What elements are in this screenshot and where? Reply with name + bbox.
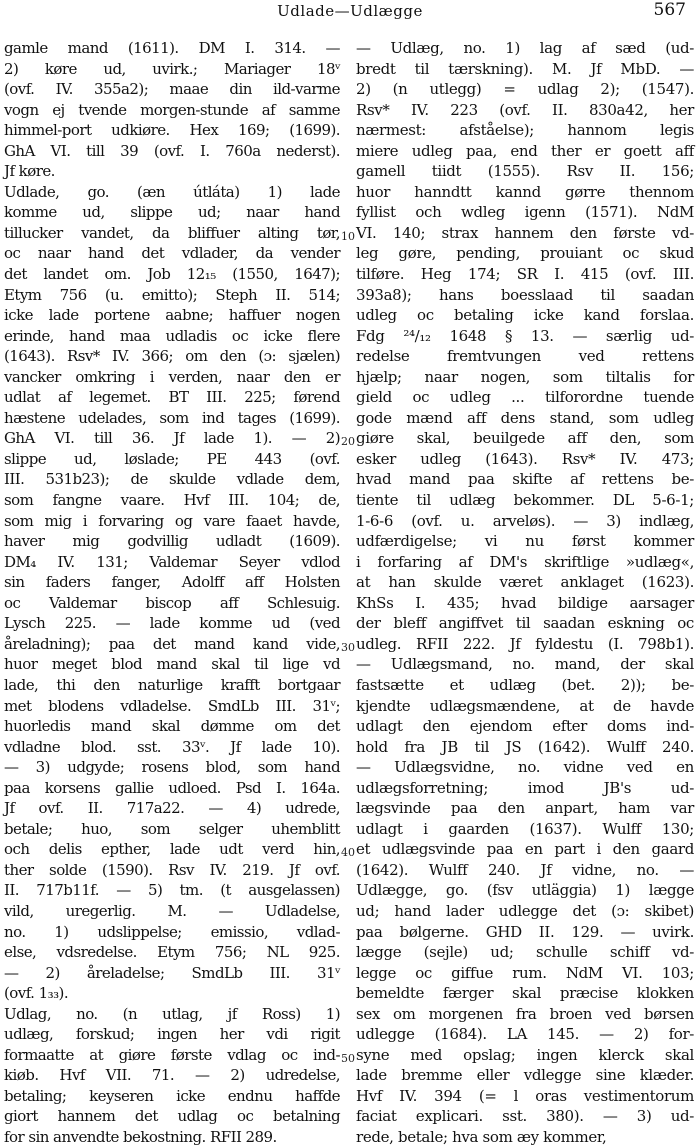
text-line: udleg. RFII 222. Jf fyldestu (I. 798b1). — [356, 634, 694, 653]
right-column — [356, 38, 694, 1146]
text-line: paa korsens gallie udloed. Psd I. 164a. — [4, 778, 340, 797]
text-line: rede, betale; hva som æy kommer, — [356, 1127, 607, 1146]
text-line: leg gøre, pending, prouiant oc skud — [356, 244, 694, 263]
text-line: lægge (sejle) ud; schulle schiff vd- — [356, 943, 694, 962]
text-line: åreladning); paa det mand kand vide, — [4, 634, 340, 653]
text-line: giort hannem det udlag oc betalning — [4, 1107, 340, 1126]
text-line: vild, uregerlig. M. — Udladelse, — [4, 901, 340, 920]
text-line: paa bølgerne. GHD II. 129. — uvirk. — [356, 922, 694, 941]
text-line: gamle mand (1611). DM I. 314. — — [4, 39, 340, 57]
page-number: 567 — [653, 0, 686, 20]
text-line: 2) (n utlegg) = udlag 2); (1547). — [356, 80, 694, 99]
line-number-20: 20 — [341, 435, 355, 448]
text-line: udlagt den ejendom efter doms ind- — [356, 717, 694, 736]
text-line: bredt til tærskning). M. Jf MbD. — — [356, 59, 694, 78]
text-line: och delis epther, lade udt verd hin, — [4, 840, 340, 859]
text-line: vogn ej tvende morgen-stunde af samme — [4, 100, 340, 119]
text-line: som fangne vaare. Hvf III. 104; de, — [4, 491, 340, 510]
text-line: sin faders fanger, Adolff aff Holsten — [4, 573, 340, 592]
text-line: gield oc udleg ... tilforordne tuende — [356, 388, 694, 407]
text-line: huor hanndtt kannd gørre thennom — [356, 182, 694, 201]
text-line: fastsætte et udlæg (bet. 2)); be- — [356, 675, 694, 694]
text-line: hjælp; naar nogen, som tiltalis for — [356, 367, 694, 386]
text-line: huor meget blod mand skal til lige vd — [4, 655, 340, 674]
text-line: KhSs I. 435; hvad bildige aarsager — [356, 593, 694, 612]
text-line: gode mænd aff dens stand, som udleg — [356, 408, 694, 427]
text-line: Rsv* IV. 223 (ovf. II. 830a42, her — [356, 100, 694, 119]
text-line: erinde, hand maa udladis oc icke flere — [4, 326, 340, 345]
line-number-10: 10 — [341, 230, 355, 243]
text-line: — Udlægsmand, no. mand, der skal — [356, 655, 694, 674]
text-line: — 3) udgyde; rosens blod, som hand — [4, 758, 340, 777]
text-line: Jf ovf. II. 717a22. — 4) udrede, — [4, 799, 340, 818]
text-line: sex om morgenen fra broen ved børsen — [356, 1004, 694, 1023]
text-line: som mig i forvaring og vare faaet havde, — [4, 511, 340, 530]
text-line: bemeldte færger skal præcise klokken — [356, 984, 694, 1003]
text-line: tillucker vandet, da bliffuer alting tør, — [4, 223, 340, 242]
text-line: Udlade, go. (æn útláta) 1) lade — [4, 182, 340, 201]
text-line: Hvf IV. 394 (= l oras vestimentorum — [356, 1086, 694, 1105]
text-line: for sin anvendte bekostning. RFII 289. — [4, 1127, 277, 1146]
text-line: III. 531b23); de skulde vdlade dem, — [4, 470, 340, 489]
text-line: komme ud, slippe ud; naar hand — [4, 203, 340, 222]
text-line: at han skulde været anklaget (1623). — [356, 573, 694, 592]
text-line: miere udleg paa, end ther er goett aff — [356, 141, 694, 160]
text-line: betale; huo, som selger uhemblitt — [4, 819, 340, 838]
text-line: i forfaring af DM's skriftlige »udlæg«, — [356, 552, 694, 571]
text-line: hvad mand paa skifte af rettens be- — [356, 470, 694, 489]
text-line: giøre skal, beuilgede aff den, som — [356, 429, 694, 448]
text-line: lægsvinde paa den anpart, ham var — [356, 799, 694, 818]
text-line: Fdg ²⁴/₁₂ 1648 § 13. — særlig ud- — [356, 326, 694, 345]
text-line: tiente til udlæg bekommer. DL 5-6-1; — [356, 491, 694, 510]
text-line: esker udleg (1643). Rsv* IV. 473; — [356, 449, 694, 468]
text-line: no. 1) udslippelse; emissio, vdlad- — [4, 922, 340, 941]
text-line: (ovf. 1₃₃). — [4, 984, 69, 1003]
text-line: et udlægsvinde paa en part i den gaard — [356, 840, 694, 859]
text-line: det landet om. Job 12₁₅ (1550, 1647); — [4, 265, 340, 284]
text-line: udlegge (1684). LA 145. — 2) for- — [356, 1025, 694, 1044]
text-line: lade bremme eller vdlegge sine klæder. — [356, 1066, 694, 1085]
text-line: faciat explicari. sst. 380). — 3) ud- — [356, 1107, 694, 1126]
line-number-30: 30 — [341, 641, 355, 654]
text-line: ud; hand lader udlegge det (ɔ: skibet) — [356, 901, 694, 920]
text-line: udleg oc betaling icke kand forslaa. — [356, 306, 694, 325]
text-line: icke lade portene aabne; haffuer nogen — [4, 306, 340, 325]
text-line: — Udlæg, no. 1) lag af sæd (ud- — [356, 39, 694, 57]
text-line: 2) køre ud, uvirk.; Mariager 18ᵛ — [4, 59, 340, 78]
running-head: Udlade—Udlægge — [277, 2, 423, 20]
text-line: Jf køre. — [4, 162, 55, 181]
line-number-40: 40 — [341, 846, 355, 859]
text-line: tilføre. Heg 174; SR I. 415 (ovf. III. — [356, 265, 694, 284]
text-line: (ovf. IV. 355a2); maae din ild-varme — [4, 80, 340, 99]
page-header — [0, 0, 700, 24]
text-line: GhA VI. till 39 (ovf. I. 760a nederst). — [4, 141, 340, 160]
line-number-50: 50 — [341, 1052, 355, 1065]
text-line: — Udlægsvidne, no. vidne ved en — [356, 758, 694, 777]
text-line: else, vdsredelse. Etym 756; NL 925. — [4, 943, 340, 962]
text-line: II. 717b11f. — 5) tm. (t ausgelassen) — [4, 881, 340, 900]
text-line: kiøb. Hvf VII. 71. — 2) udredelse, — [4, 1066, 340, 1085]
text-line: gamell tiidt (1555). Rsv II. 156; — [356, 162, 694, 181]
text-line: met blodens vdladelse. SmdLb III. 31ᵛ; — [4, 696, 340, 715]
text-line: huorledis mand skal dømme om det — [4, 717, 340, 736]
text-line: udlagt i gaarden (1637). Wulff 130; — [356, 819, 694, 838]
text-line: Lysch 225. — lade komme ud (ved — [4, 614, 340, 633]
text-line: 393a8); hans boesslaad til saadan — [356, 285, 694, 304]
text-line: (1642). Wulff 240. Jf vidne, no. — — [356, 860, 694, 879]
text-line: oc naar hand det vdlader, da vender — [4, 244, 340, 263]
text-line: DM₄ IV. 131; Valdemar Seyer vdlod — [4, 552, 340, 571]
text-line: Udlægge, go. (fsv utläggia) 1) lægge — [356, 881, 694, 900]
text-line: himmel-port udkiøre. Hex 169; (1699). — [4, 121, 340, 140]
text-line: oc Valdemar biscop aff Schlesuig. — [4, 593, 340, 612]
text-line: — 2) åreladelse; SmdLb III. 31ᵛ — [4, 963, 340, 982]
left-column — [4, 38, 340, 1146]
text-line: der bleff angiffvet til saadan eskning oc — [356, 614, 694, 633]
text-line: hæstene udelades, som ind tages (1699). — [4, 408, 340, 427]
text-line: syne med opslag; ingen klerck skal — [356, 1045, 694, 1064]
text-line: udfærdigelse; vi nu først kommer — [356, 532, 694, 551]
text-line: legge oc giffue rum. NdM VI. 103; — [356, 963, 694, 982]
text-line: udlat af legemet. BT III. 225; førend — [4, 388, 340, 407]
text-line: ther solde (1590). Rsv IV. 219. Jf ovf. — [4, 860, 340, 879]
text-line: kjendte udlægsmændene, at de havde — [356, 696, 694, 715]
text-line: udlæg, forskud; ingen her vdi rigit — [4, 1025, 340, 1044]
text-line: Udlag, no. (n utlag, jf Ross) 1) — [4, 1004, 340, 1023]
text-line: formaatte at giøre første vdlag oc ind- — [4, 1045, 340, 1064]
text-line: Etym 756 (u. emitto); Steph II. 514; — [4, 285, 340, 304]
text-line: (1643). Rsv* IV. 366; om den (ɔ: sjælen) — [4, 347, 340, 366]
text-line: nærmest: afståelse); hannom legis — [356, 121, 694, 140]
text-line: slippe ud, løslade; PE 443 (ovf. — [4, 449, 340, 468]
text-line: vancker omkring i verden, naar den er — [4, 367, 340, 386]
text-line: betaling; keyseren icke endnu haffde — [4, 1086, 340, 1105]
text-line: VI. 140; strax hannem den første vd- — [356, 223, 694, 242]
text-line: udlægsforretning; imod JB's ud- — [356, 778, 694, 797]
text-line: lade, thi den naturlige krafft bortgaar — [4, 675, 340, 694]
text-line: haver mig godvillig udladt (1609). — [4, 532, 340, 551]
text-line: hold fra JB til JS (1642). Wulff 240. — [356, 737, 694, 756]
text-line: GhA VI. till 36. Jf lade 1). — 2) — [4, 429, 340, 448]
text-line: fyllist och wdleg igenn (1571). NdM — [356, 203, 694, 222]
text-line: vdladne blod. sst. 33ᵛ. Jf lade 10). — [4, 737, 340, 756]
text-line: redelse fremtvungen ved rettens — [356, 347, 694, 366]
text-line: 1-6-6 (ovf. u. arveløs). — 3) indlæg, — [356, 511, 694, 530]
